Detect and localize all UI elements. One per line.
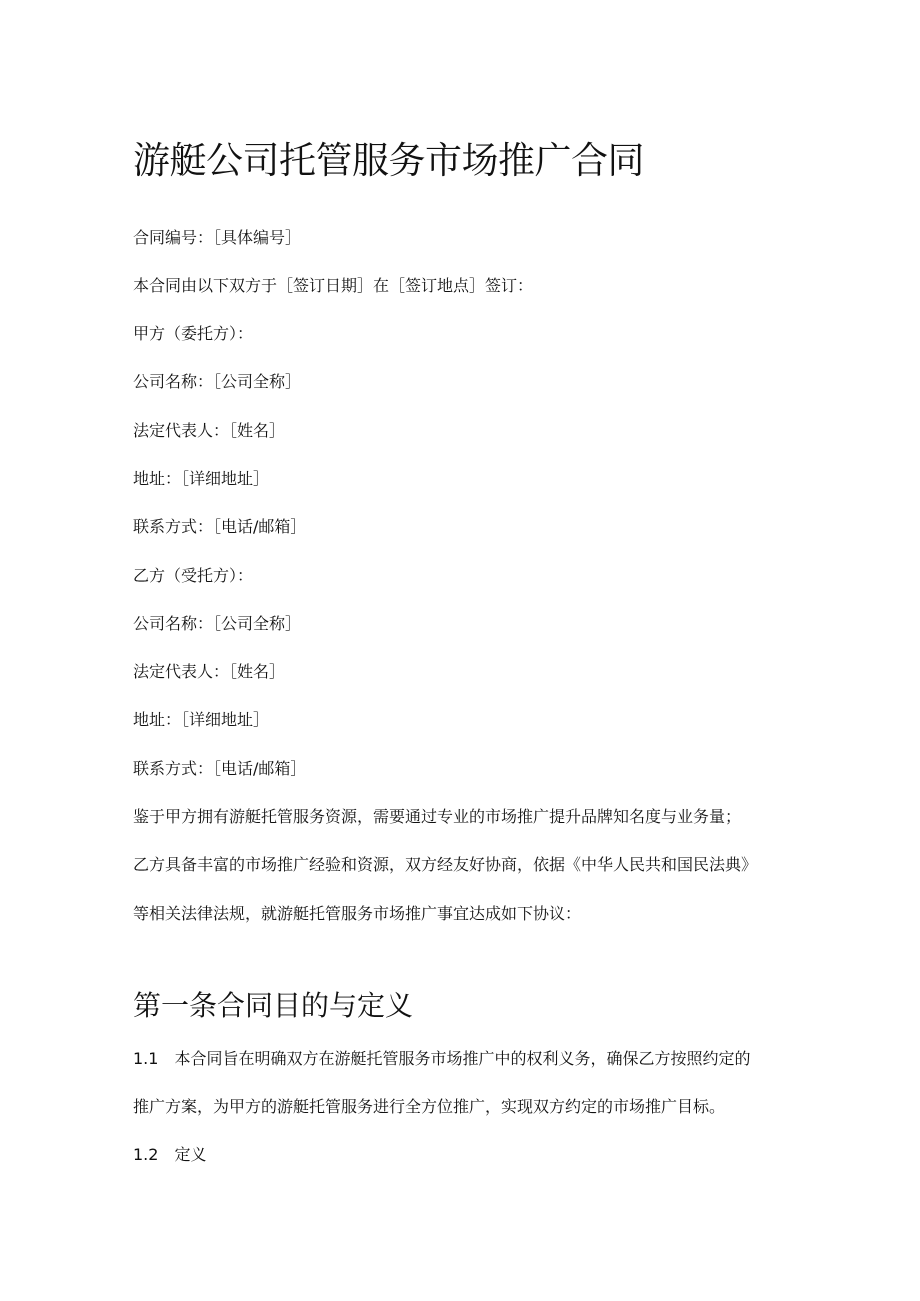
party-a-company: 公司名称：［公司全称］ [133, 372, 302, 391]
clause-1-1-line-1: 1.1 本合同旨在明确双方在游艇托管服务市场推广中的权利义务，确保乙方按照约定的 [133, 1049, 751, 1068]
section-1-heading: 第一条合同目的与定义 [133, 989, 414, 1022]
party-a-contact: 联系方式：［电话/邮箱］ [133, 517, 307, 536]
party-a-heading: 甲方（委托方）： [133, 324, 254, 343]
document-title: 游艇公司托管服务市场推广合同 [133, 139, 644, 182]
party-b-heading: 乙方（受托方）： [133, 566, 254, 585]
party-a-representative: 法定代表人：［姓名］ [133, 421, 286, 440]
party-a-address: 地址：［详细地址］ [133, 469, 270, 488]
party-b-company: 公司名称：［公司全称］ [133, 614, 302, 633]
preamble-line-1: 鉴于甲方拥有游艇托管服务资源，需要通过专业的市场推广提升品牌知名度与业务量； [133, 807, 742, 826]
clause-1-2: 1.2 定义 [133, 1145, 207, 1164]
clause-1-1-line-2: 推广方案，为甲方的游艇托管服务进行全方位推广，实现双方约定的市场推广目标。 [133, 1097, 726, 1116]
party-b-representative: 法定代表人：［姓名］ [133, 662, 286, 681]
party-b-address: 地址：［详细地址］ [133, 710, 270, 729]
signing-intro: 本合同由以下双方于［签订日期］在［签订地点］签订： [133, 276, 534, 295]
preamble-line-2: 乙方具备丰富的市场推广经验和资源，双方经友好协商，依据《中华人民共和国民法典》 [133, 855, 758, 874]
party-b-contact: 联系方式：［电话/邮箱］ [133, 759, 307, 778]
preamble-line-3: 等相关法律法规，就游艇托管服务市场推广事宜达成如下协议： [133, 904, 582, 923]
contract-number: 合同编号：［具体编号］ [133, 228, 302, 247]
